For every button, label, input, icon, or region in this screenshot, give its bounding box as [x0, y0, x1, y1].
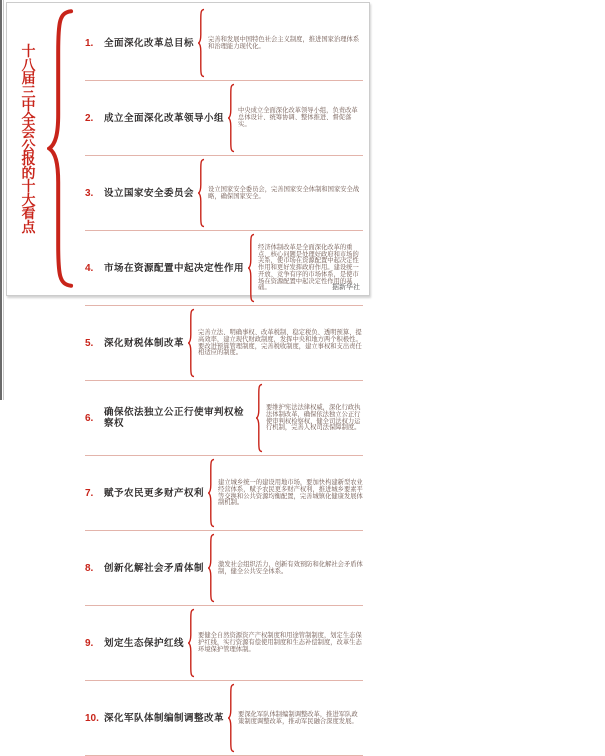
- item-description: 激发社会组织活力，创新有效预防和化解社会矛盾体制，健全公共安全体系。: [218, 560, 363, 575]
- list-item: [85, 156, 363, 231]
- curly-brace-icon: [228, 683, 235, 753]
- item-description: 完善立法、明确事权、改革税制、稳定税负、透明预算、提高效率，建立现代财政制度，发挥中央和地方两个积极性。要改进预算管理制度，完善税收制度，建立事权和支出责任相适应的制度。: [198, 329, 362, 357]
- item-number: 5.: [85, 337, 94, 349]
- list-item: [85, 456, 363, 531]
- main-title: 十八届三中全会公报的十大看点: [21, 43, 36, 235]
- infographic-panel: [6, 2, 370, 725]
- curly-brace-icon: [198, 8, 205, 78]
- item-number: 7.: [85, 487, 94, 499]
- curly-brace-icon: [188, 608, 195, 678]
- window-left-edge: [0, 0, 2, 400]
- curly-brace-icon: [248, 233, 255, 303]
- item-description: 经济体制改革是全面深化改革的重点，核心问题是处理好政府和市场的关系，使市场在资源配置中起决定性作用和更好发挥政府作用。建设统一开放、竞争有序的市场体系，是使市场在资源配置中起决定性作用的基础。: [258, 244, 359, 292]
- item-title: 市场在资源配置中起决定性作用: [104, 262, 245, 274]
- item-description: 设立国家安全委员会，完善国家安全体制和国家安全战略，确保国家安全。: [208, 185, 360, 200]
- item-description: 要健全自然资源资产产权制度和用途管制制度，划定生态保护红线，实行资源有偿使用制度和生态补偿制度，改革生态环境保护管理体制。: [198, 632, 362, 653]
- item-description: 要深化军队体制编制调整改革，推进军队政策制度调整改革，推动军民融合深度发展。: [238, 710, 358, 725]
- item-title: 创新化解社会矛盾体制: [104, 562, 205, 574]
- item-title: 设立国家安全委员会: [104, 187, 195, 199]
- list-item: [85, 531, 363, 606]
- item-title: 赋予农民更多财产权利: [104, 487, 205, 499]
- item-number: 1.: [85, 37, 94, 49]
- item-description: 中央成立全面深化改革领导小组，负责改革总体设计、统筹协调、整体推进、督促落实。: [238, 107, 358, 128]
- window-left-edge-highlight: [3, 0, 4, 400]
- item-title: 确保依法独立公正行使审判权检察权: [104, 407, 245, 429]
- item-title: 划定生态保护红线: [104, 637, 185, 649]
- list-item: [85, 6, 363, 81]
- item-title: 深化军队体制编制调整改革: [104, 712, 225, 724]
- item-number: 9.: [85, 637, 94, 649]
- curly-brace-icon: [256, 383, 263, 453]
- curly-brace-icon: [208, 458, 215, 528]
- curly-brace-icon: [228, 83, 235, 153]
- item-number: 2.: [85, 112, 94, 124]
- item-description: 完善和发展中国特色社会主义制度，推进国家治理体系和治理能力现代化。: [208, 35, 360, 50]
- list-item: [85, 231, 363, 306]
- curly-brace-icon: [47, 7, 75, 290]
- list-item: [85, 381, 363, 456]
- item-description: 建立城乡统一的建设用地市场，要加快构建新型农业经营体系，赋予农民更多财产权利，推进城乡要素平等交换和公共资源均衡配置，完善城镇化健康发展体制机制。: [218, 479, 363, 507]
- curly-brace-icon: [208, 533, 215, 603]
- highlight-list: [85, 6, 363, 756]
- item-number: 8.: [85, 562, 94, 574]
- list-item: [85, 81, 363, 156]
- item-number: 10.: [85, 712, 99, 724]
- item-number: 3.: [85, 187, 94, 199]
- curly-brace-icon: [198, 158, 205, 228]
- item-description: 要维护宪法法律权威，深化行政执法体制改革，确保依法独立公正行使审判权检察权，健全司法权力运行机制，完善人权司法保障制度。: [266, 404, 361, 432]
- list-item: [85, 681, 363, 756]
- item-number: 4.: [85, 262, 94, 274]
- list-item: [85, 306, 363, 381]
- item-title: 深化财税体制改革: [104, 337, 185, 349]
- curly-brace-icon: [188, 308, 195, 378]
- item-title: 全面深化改革总目标: [104, 37, 195, 49]
- item-number: 6.: [85, 412, 94, 424]
- item-title: 成立全面深化改革领导小组: [104, 112, 225, 124]
- source-attribution: 据新华社: [332, 284, 360, 291]
- list-item: [85, 606, 363, 681]
